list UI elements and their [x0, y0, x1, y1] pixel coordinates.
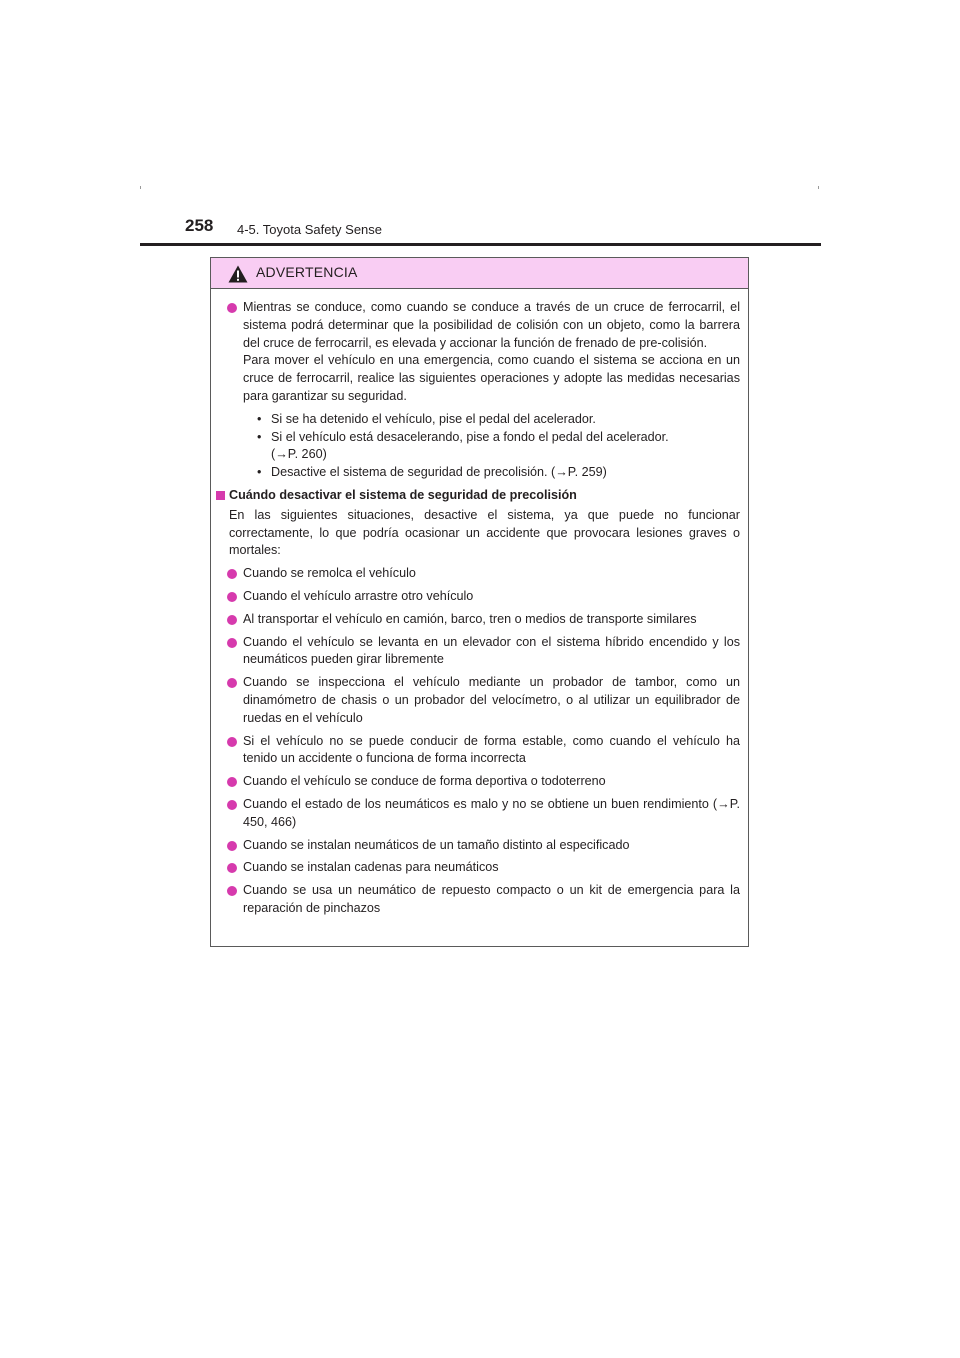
page-number: 258: [185, 216, 214, 235]
list-item: Cuando se instalan neumáticos de un tamaño distinto al especificado: [214, 837, 740, 855]
railroad-paragraph-2: Para mover el vehículo en una emergencia, como cuando el sistema se acciona en un cruce de ferrocarril, realice las siguientes operaciones y adopte las medidas necesarias para garantizar su seguridad.: [243, 353, 740, 403]
list-item: Al transportar el vehículo en camión, barco, tren o medios de transporte similares: [214, 611, 740, 629]
intro-paragraph: En las siguientes situaciones, desactive el sistema, ya que puede no funcionar correctamente, lo que podría ocasionar un accidente que provocara lesiones graves o mortales:: [229, 507, 740, 558]
list-item: Cuando se remolca el vehículo: [214, 565, 740, 583]
list-item: Cuando se inspecciona el vehículo mediante un probador de tambor, como un dinamómetro de chasis o un probador del velocímetro, o al utilizar un equilibrador de ruedas en el vehículo: [214, 674, 740, 727]
list-item: Si el vehículo no se puede conducir de forma estable, como cuando el vehículo ha tenido un accidente o funciona de forma incorrecta: [214, 733, 740, 769]
crop-mark-left: [140, 186, 141, 189]
bullet-dot-icon: [227, 863, 237, 873]
bullet-dot-icon: [227, 303, 237, 313]
warning-box: [210, 257, 749, 947]
bullet-dot-icon: [227, 615, 237, 625]
bullet-dot-icon: [227, 638, 237, 648]
page-reference: (→P. 260): [271, 447, 327, 462]
section-title: 4-5. Toyota Safety Sense: [237, 222, 383, 237]
sub-list-item: • Desactive el sistema de seguridad de precolisión. (→P. 259): [257, 465, 607, 480]
warning-header: [211, 258, 748, 289]
list-item: Cuando se instalan cadenas para neumáticos: [214, 859, 740, 877]
bullet-dot-icon: [227, 886, 237, 896]
bullet-dot-icon: [227, 777, 237, 787]
warning-title: ADVERTENCIA: [256, 264, 358, 280]
bullet-dot-icon: [227, 678, 237, 688]
bullet-dot-icon: [227, 592, 237, 602]
crop-mark-right: [818, 186, 819, 189]
list-item: Cuando se usa un neumático de repuesto compacto o un kit de emergencia para la reparación de pinchazos: [214, 882, 740, 918]
warning-body: [211, 289, 748, 918]
warning-triangle-icon: [228, 265, 248, 283]
list-item: Cuando el vehículo se levanta en un elevador con el sistema híbrido encendido y los neumáticos pueden girar libremente: [214, 634, 740, 670]
bullet-dot-icon: [227, 841, 237, 851]
railroad-paragraph-1: Mientras se conduce, como cuando se conduce a través de un cruce de ferrocarril, el sistema podrá determinar que la posibilidad de colisión con un objeto, como la barrera del cruce de ferrocarril, es elevada y accionar la función de frenado de pre-colisión.: [243, 300, 740, 350]
list-item: Cuando el vehículo arrastre otro vehículo: [214, 588, 740, 606]
warning-item-railroad: [214, 299, 740, 482]
situation-list: [214, 565, 740, 918]
square-bullet-icon: [216, 491, 225, 500]
list-item: Cuando el estado de los neumáticos es malo y no se obtiene un buen rendimiento (→P. 450, 466): [214, 796, 740, 832]
page-header: [185, 214, 825, 244]
bullet-dot-icon: [227, 569, 237, 579]
bullet-dot-icon: [227, 737, 237, 747]
sub-list-item: • Si se ha detenido el vehículo, pise el pedal del acelerador.: [257, 411, 596, 426]
bullet-dot-icon: [227, 800, 237, 810]
list-item: Cuando el vehículo se conduce de forma deportiva o todoterreno: [214, 773, 740, 791]
sub-list-item: • Si el vehículo está desacelerando, pise a fondo el pedal del acelerador. (→P. 260): [257, 429, 669, 462]
railroad-sub-list: [243, 411, 740, 482]
subheading: Cuándo desactivar el sistema de seguridad de precolisión: [214, 487, 740, 505]
header-rule: [140, 243, 821, 246]
